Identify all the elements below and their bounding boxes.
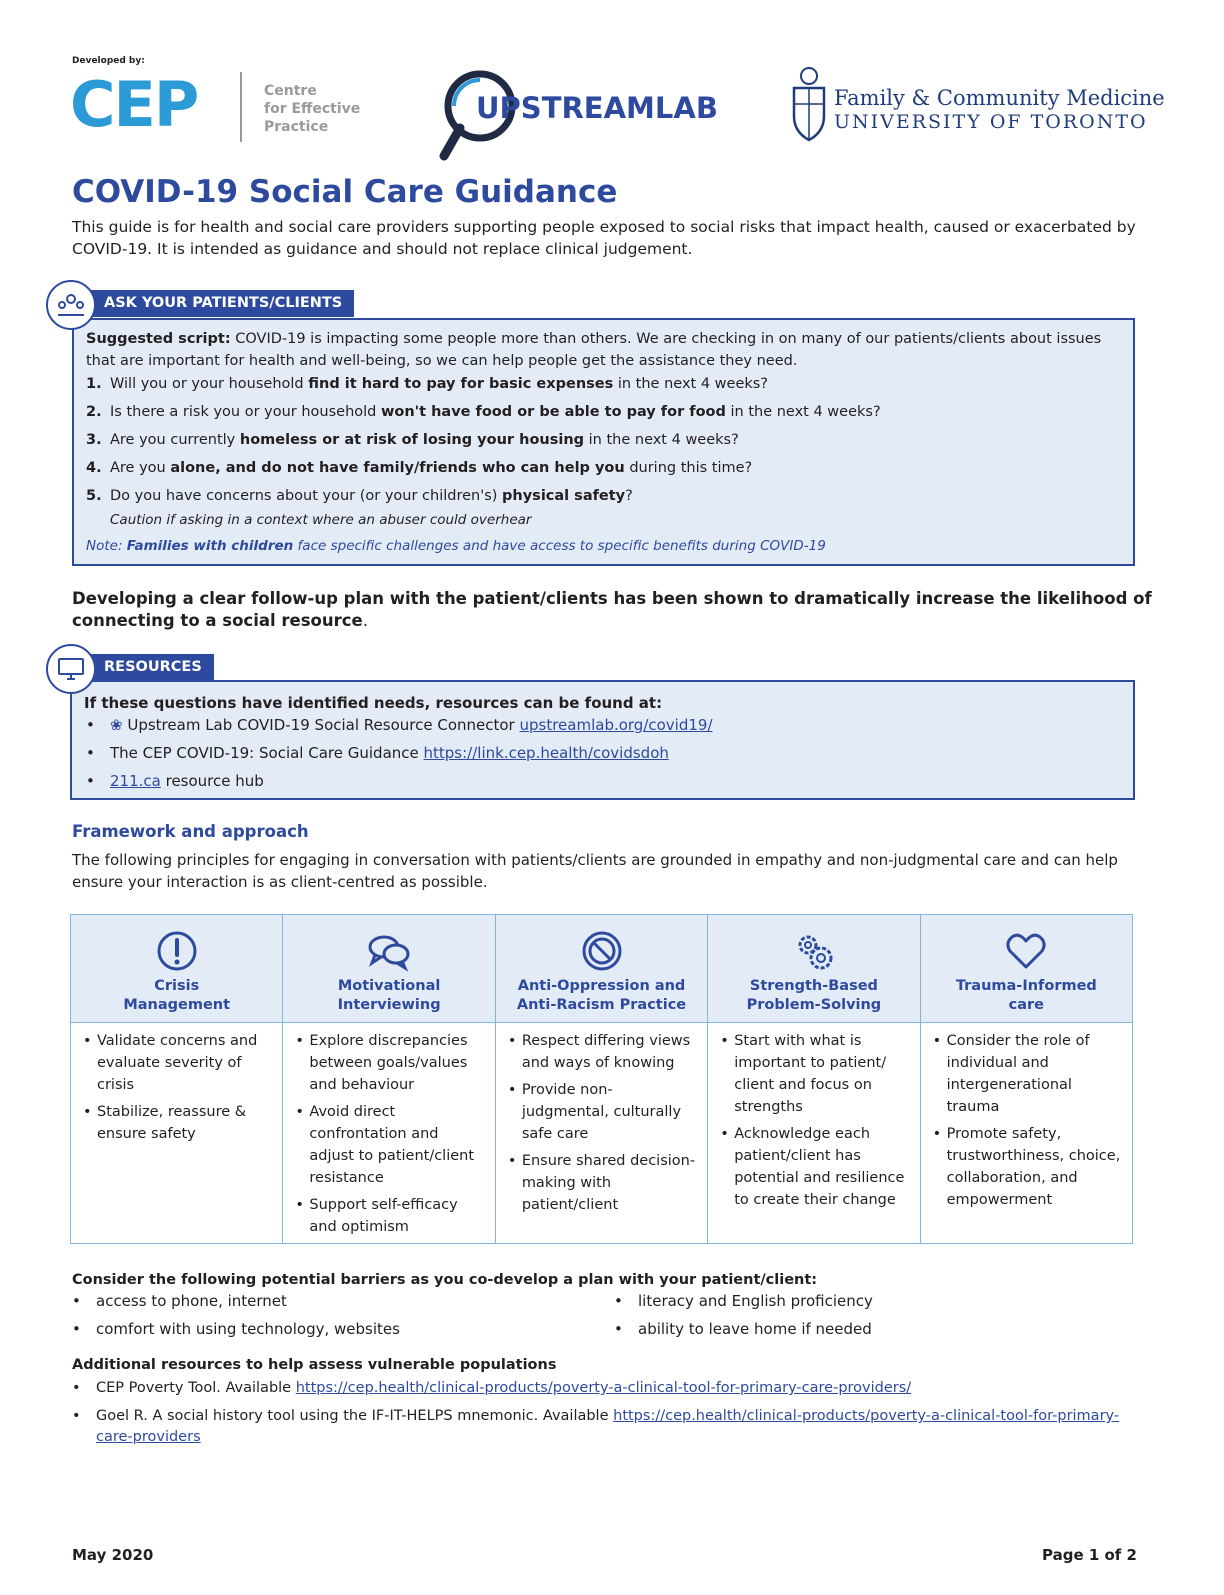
framework-column <box>496 915 708 1243</box>
question-1: 1. Will you or your household find it hard to pay for basic expenses in the next 4 weeks? <box>86 376 769 392</box>
followup-statement: Developing a clear follow-up plan with the patient/clients has been shown to dramatically increase the likelihood of connecting to a social resource. <box>72 589 1152 630</box>
question-5: 5. Do you have concerns about your (or your children's) physical safety? <box>86 488 633 504</box>
logo-divider <box>240 72 242 142</box>
framework-column <box>283 915 495 1243</box>
framework-point: • Provide non-judgmental, culturally safe care <box>508 1079 699 1145</box>
page-title: COVID-19 Social Care Guidance <box>72 174 618 210</box>
developed-by-label: Developed by: <box>72 56 145 66</box>
question-3: 3. Are you currently homeless or at risk of losing your housing in the next 4 weeks? <box>86 432 739 448</box>
suggested-script: Suggested script: COVID-19 is impacting some people more than others. We are checking in on many of our patients/clients about issues that are important for health and well-being, so we can help people get the assistance they need. <box>86 331 1102 369</box>
ask-box <box>72 318 1135 566</box>
people-icon <box>46 280 96 330</box>
upstream-logo-text: UPSTREAMLAB <box>476 91 718 125</box>
framework-point: • Consider the role of individual and intergenerational trauma <box>933 1030 1124 1118</box>
framework-column <box>71 915 283 1243</box>
upstream-lab-logo <box>436 66 726 166</box>
resource-item: • The CEP COVID-19: Social Care Guidance https://link.cep.health/covidsdoh <box>86 744 669 762</box>
exclamation-icon <box>155 929 199 973</box>
framework-intro: The following principles for engaging in conversation with patients/clients are grounded in empathy and non-judgmental care and can help ensure your interaction is as client-centred as possible. <box>72 851 1118 891</box>
resource-item: • 211.ca resource hub <box>86 772 264 790</box>
intro-paragraph: This guide is for health and social care providers supporting people exposed to social risks that impact health, caused or exacerbated by COVID-19. It is intended as guidance and should not replace clinical judgement. <box>72 218 1136 258</box>
additional-resources-heading: Additional resources to help assess vulnerable populations <box>72 1357 557 1373</box>
framework-title: Trauma-Informed care <box>955 978 1097 1013</box>
magnifier-icon <box>436 66 726 166</box>
prohibited-icon <box>580 929 624 973</box>
barrier-item: • access to phone, internet <box>72 1292 287 1310</box>
framework-column <box>708 915 920 1243</box>
speech-bubbles-icon <box>367 929 411 973</box>
families-note: Note: Families with children face specific challenges and have access to specific benefits during COVID-19 <box>86 538 826 554</box>
framework-title: Crisis Management <box>123 978 231 1013</box>
framework-table <box>70 914 1133 1244</box>
framework-title: Motivational Interviewing <box>337 978 441 1013</box>
framework-point: • Validate concerns and evaluate severity of crisis <box>83 1030 274 1096</box>
heart-icon <box>1004 929 1048 973</box>
cep-logo: CEP <box>70 68 198 141</box>
additional-resource-item: • Goel R. A social history tool using the IF-IT-HELPS mnemonic. Available https://cep.health/clinical-products/poverty-a-clinical-tool-for-primary-care-providers <box>72 1408 1120 1445</box>
framework-point: • Respect differing views and ways of knowing <box>508 1030 699 1074</box>
question-2: 2. Is there a risk you or your household won't have food or be able to pay for food in the next 4 weeks? <box>86 404 881 420</box>
barrier-item: • comfort with using technology, websites <box>72 1320 400 1338</box>
framework-point: • Ensure shared decision-making with patient/client <box>508 1150 699 1216</box>
framework-point: • Promote safety, trustworthiness, choice, collaboration, and empowerment <box>933 1123 1124 1211</box>
framework-point: • Start with what is important to patient/ client and focus on strengths <box>720 1030 911 1118</box>
framework-title: Anti-Oppression and Anti-Racism Practice <box>516 978 687 1013</box>
framework-point: • Acknowledge each patient/client has potential and resilience to create their change <box>720 1123 911 1211</box>
footer-date: May 2020 <box>72 1546 154 1564</box>
page-number: Page 1 of 2 <box>1042 1546 1137 1564</box>
barrier-item: • literacy and English proficiency <box>614 1292 873 1310</box>
framework-point: • Support self-efficacy and optimism <box>295 1194 486 1238</box>
resources-section-tab: RESOURCES <box>78 654 214 681</box>
framework-column <box>921 915 1132 1243</box>
maple-leaf-icon: ❀ <box>110 716 123 734</box>
upstream-resource-link[interactable]: upstreamlab.org/covid19/ <box>519 716 713 734</box>
uoft-crest-icon <box>790 66 828 142</box>
barriers-heading: Consider the following potential barriers as you co-develop a plan with your patient/client: <box>72 1272 818 1288</box>
poverty-tool-link[interactable]: https://cep.health/clinical-products/poverty-a-clinical-tool-for-primary-care-providers/ <box>295 1380 912 1396</box>
resources-box <box>70 680 1135 800</box>
question-4: 4. Are you alone, and do not have family/friends who can help you during this time? <box>86 460 753 476</box>
resources-heading: If these questions have identified needs, resources can be found at: <box>84 694 663 712</box>
additional-resource-item: • CEP Poverty Tool. Available https://cep.health/clinical-products/poverty-a-clinical-tool-for-primary-care-providers/ <box>72 1380 912 1396</box>
framework-heading: Framework and approach <box>72 822 309 841</box>
barrier-item: • ability to leave home if needed <box>614 1320 872 1338</box>
cep-logo-subtitle: Centre for Effective Practice <box>264 83 361 135</box>
caution-note: Caution if asking in a context where an abuser could overhear <box>110 512 532 528</box>
framework-point: • Avoid direct confrontation and adjust to patient/client resistance <box>295 1101 486 1189</box>
cep-guidance-link[interactable]: https://link.cep.health/covidsdoh <box>423 744 669 762</box>
framework-title: Strength-Based Problem-Solving <box>746 978 882 1013</box>
gears-icon <box>792 929 836 973</box>
computer-icon <box>46 644 96 694</box>
resource-item: • ❀ Upstream Lab COVID-19 Social Resource Connector upstreamlab.org/covid19/ <box>86 716 713 734</box>
ask-section-tab: ASK YOUR PATIENTS/CLIENTS <box>78 290 354 317</box>
social-history-tool-link[interactable]: https://cep.health/clinical-products/poverty-a-clinical-tool-for-primary-care-providers <box>96 1408 1120 1445</box>
211-link[interactable]: 211.ca <box>110 772 161 790</box>
uoft-dfcm-logo: Family & Community Medicine UNIVERSITY OF TORONTO <box>834 86 1165 133</box>
framework-point: • Explore discrepancies between goals/values and behaviour <box>295 1030 486 1096</box>
framework-point: • Stabilize, reassure & ensure safety <box>83 1101 274 1145</box>
